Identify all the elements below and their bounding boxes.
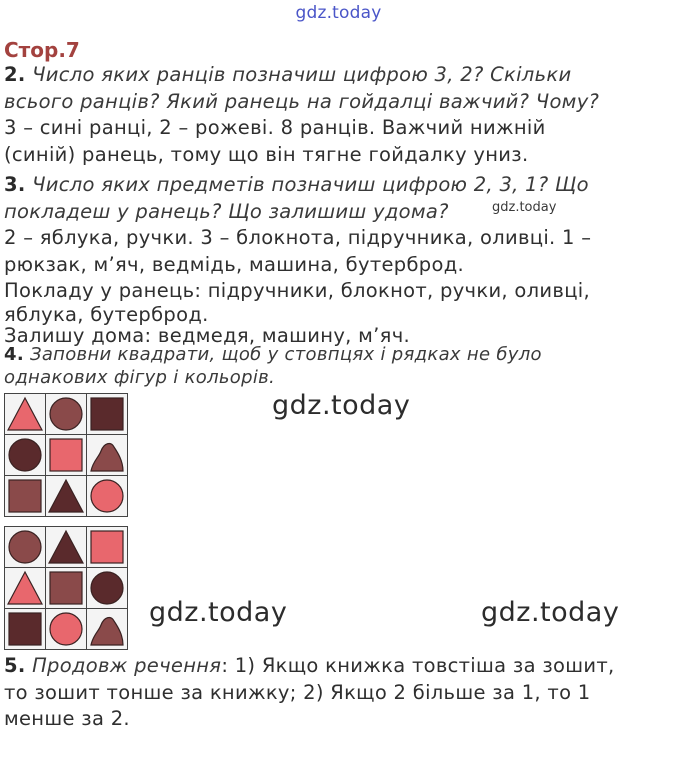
shape-grid-1-cell	[87, 435, 127, 475]
task-3-answer-line-4: яблука, бутерброд.	[4, 302, 209, 326]
square-shape-icon	[46, 568, 86, 608]
shape-grid-1-cell	[5, 476, 45, 516]
circle-shape-icon	[46, 609, 86, 649]
shape-grid-2-cell	[87, 527, 127, 567]
task-4-question-line-2: однакових фігур і кольорів.	[4, 367, 276, 388]
square-shape-icon	[87, 394, 127, 434]
watermark-center: gdz.today	[272, 390, 411, 421]
task-3-answer-line-5: Залишу дома: ведмедя, машину, м’яч.	[4, 323, 411, 347]
shape-grid-1-cell	[87, 394, 127, 434]
shape-grid-2-cell	[5, 568, 45, 608]
watermark-top: gdz.today	[295, 3, 382, 23]
task-2-answer-line-1: 3 – сині ранці, 2 – рожеві. 8 ранців. Важчий нижній	[4, 116, 546, 139]
blob-shape-icon	[87, 435, 127, 475]
square-shape-icon	[46, 435, 86, 475]
triangle-shape-icon	[5, 394, 45, 434]
watermark-right: gdz.today	[481, 597, 620, 628]
task-4-question-text-1: Заповни квадрати, щоб у стовпцях і рядках не було	[30, 344, 542, 365]
shape-grid-2-cell	[46, 609, 86, 649]
shape-grid-1-cell	[46, 476, 86, 516]
shape-grid-2-cell	[5, 609, 45, 649]
square-shape-icon	[87, 527, 127, 567]
task-4	[4, 343, 674, 389]
shape-grid-1-cell	[46, 394, 86, 434]
watermark-small: gdz.today	[492, 200, 557, 215]
circle-shape-icon	[87, 568, 127, 608]
task-2-number: 2.	[4, 63, 26, 86]
shape-grid-2-cell	[46, 568, 86, 608]
shape-grid-1-cell	[5, 394, 45, 434]
square-shape-icon	[5, 609, 45, 649]
watermark-left: gdz.today	[149, 597, 288, 628]
shape-grid-2	[4, 526, 128, 650]
task-5-answer-text-1: : 1) Якщо книжка товстіша за зошит,	[221, 654, 615, 677]
task-4-question-line-1	[4, 343, 674, 366]
task-2-question-line-2: всього ранців? Який ранець на гойдалці важчий? Чому?	[4, 89, 600, 113]
shape-grid-2-cell	[5, 527, 45, 567]
task-3-question-line-2: покладеш у ранець? Що залишиш удома?	[4, 199, 449, 223]
shape-grid-2-cell	[46, 527, 86, 567]
task-5	[4, 653, 674, 733]
task-3	[4, 172, 674, 347]
shape-grid-1-cell	[5, 435, 45, 475]
shape-grid-1-cell	[87, 476, 127, 516]
circle-shape-icon	[5, 435, 45, 475]
task-5-answer-line-2: то зошит тонше за книжку; 2) Якщо 2 більше за 1, то 1	[4, 680, 591, 704]
task-2-question-line-1	[4, 62, 674, 89]
shape-grid-1	[4, 393, 128, 517]
task-3-answer-line-3: Покладу у ранець: підручники, блокнот, ручки, оливці,	[4, 279, 590, 302]
task-5-label: Продовж речення	[32, 654, 222, 677]
shape-grid-2-cell	[87, 609, 127, 649]
circle-shape-icon	[5, 527, 45, 567]
task-3-question-line-1	[4, 172, 674, 199]
task-5-line-1	[4, 653, 674, 680]
blob-shape-icon	[87, 609, 127, 649]
triangle-shape-icon	[46, 527, 86, 567]
task-3-question-text-1: Число яких предметів позначиш цифрою 2, 3, 1? Що	[32, 173, 589, 196]
task-3-answer-line-2: рюкзак, м’яч, ведмідь, машина, бутерброд.	[4, 252, 464, 276]
task-2-answer-line-2: (синій) ранець, тому що він тягне гойдалку униз.	[4, 142, 529, 166]
circle-shape-icon	[87, 476, 127, 516]
task-4-number: 4.	[4, 344, 24, 365]
task-5-answer-line-3: менше за 2.	[4, 707, 130, 730]
task-2	[4, 62, 674, 168]
task-2-question-text-1: Число яких ранців позначиш цифрою 3, 2? Скільки	[32, 63, 572, 86]
circle-shape-icon	[46, 394, 86, 434]
square-shape-icon	[5, 476, 45, 516]
triangle-shape-icon	[5, 568, 45, 608]
shape-grid-1-cell	[46, 435, 86, 475]
page-title: Стор.7	[4, 38, 80, 62]
shape-grid-2-cell	[87, 568, 127, 608]
task-3-answer-line-1: 2 – яблука, ручки. 3 – блокнота, підручника, оливці. 1 –	[4, 226, 592, 249]
triangle-shape-icon	[46, 476, 86, 516]
task-3-number: 3.	[4, 173, 26, 196]
task-5-number: 5.	[4, 654, 26, 677]
